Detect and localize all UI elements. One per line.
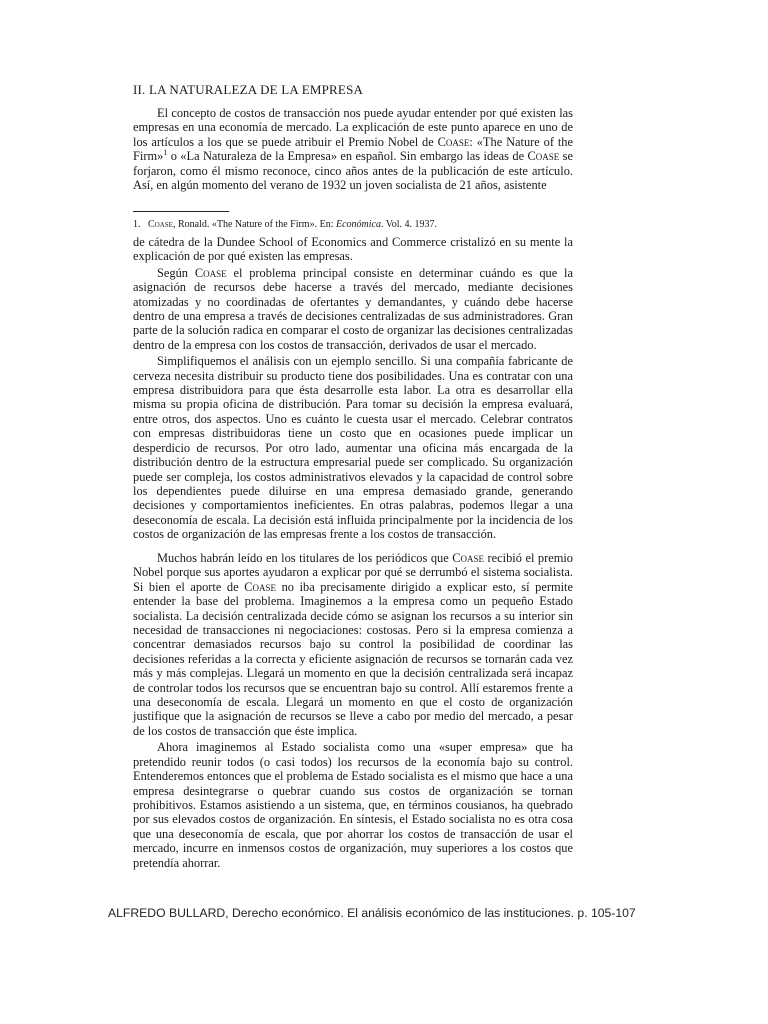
source-citation: ALFREDO BULLARD, Derecho económico. El análisis económico de las instituciones. p. 105-107 xyxy=(108,906,636,920)
intro-text-4: se forjaron, como él mismo reconoce, cinco años antes de la publicación de este artículo. Así, en algún momento del verano de 1932 un joven socialista de 21 años, asistente xyxy=(133,149,574,193)
footnote-text-1: , Ronald. «The Nature of the Firm». En: xyxy=(172,219,336,230)
continuation-paragraph: de cátedra de la Dundee School of Economics and Commerce cristalizó en su mente la explicación de por qué existen las empresas. xyxy=(133,235,573,264)
intro-paragraph xyxy=(133,106,573,192)
muchos-text-2: recibió el premio Nobel porque sus aportes ayudaron a explicar por qué se derrumbó el sistema socialista. Si bien el aporte de xyxy=(133,551,574,594)
muchos-text-1: Muchos habrán leído en los titulares de los periódicos que xyxy=(157,551,453,565)
intro-text-2: : «The Nature of the Firm» xyxy=(133,134,573,164)
footnote-reference: 1 xyxy=(163,148,168,158)
footnote-number: 1. xyxy=(133,219,141,230)
segun-paragraph xyxy=(133,266,573,352)
section-heading: II. LA NATURALEZA DE LA EMPRESA xyxy=(133,82,364,97)
author-name: Coase xyxy=(194,265,227,280)
author-name: Coase xyxy=(527,149,560,164)
muchos-text-3: no iba precisamente dirigido a explicar esto, sí permite entender la base del problema. Imaginemos a la empresa como un pequeño Estado socialista. La decisión centralizada decide cómo se asignan los recursos a su interior sin necesidad de transacciones ni negociaciones: costosas. Pero si la empresa comienza a concentrar demasiados recursos bajo su control la posibilidad de coordinar las decisiones referidas a la correcta y eficiente asignación de recursos se tornarán cada vez más y más complejas. Llegará un momento en que la decisión centralizada será incapaz de controlar todos los recursos que se encuentran bajo su control. Allí estaremos frente a una deseconomía de escala. Llegará un momento en que el costo de organización justifique que la asignación de recursos se lleve a cabo por medio del mercado, a pesar de los costos de transacción que éste implica. xyxy=(133,579,573,738)
main-text-block xyxy=(133,235,573,542)
footnote-author: Coase xyxy=(148,219,173,230)
simplifiquemos-paragraph: Simplifiquemos el análisis con un ejemplo sencillo. Si una compañía fabricante de cerveza necesita distribuir su producto tiene dos posibilidades. Una es contratar con una empresa distribuidora para que ésta desarrolle esta labor. La otra es desarrollar ella misma su propia oficina de distribución. Para tomar su decisión la empresa evaluará, entre otros, dos aspectos. Uno es cuánto le cuesta usar el mercado. Celebrar contratos con empresas distribuidoras tiene un costo que en ocasiones puede implicar un desperdicio de recursos. Por otro lado, aumentar una oficina más encargada de la distribución dentro de la estructura empresarial puede ser complicado. Su organización puede ser compleja, los costos administrativos elevados y la capacidad de control sobre los dependientes puede diluirse en una empresa demasiado grande, generando decisiones y comportamientos ineficientes. En otras palabras, podemos llegar a una deseconomía de escala. La decisión está influida principalmente por la incidencia de los costos de organización de las empresas frente a los costos de transacción. xyxy=(133,354,573,542)
footnote-journal: Económica xyxy=(335,219,381,230)
footnote-text-2: . Vol. 4. 1937. xyxy=(380,219,438,230)
intro-paragraph-block xyxy=(133,106,573,192)
segun-text-1: Según xyxy=(157,265,195,280)
muchos-paragraph xyxy=(133,551,573,738)
intro-text-3: o «La Naturaleza de la Empresa» en español. Sin embargo las ideas de xyxy=(167,149,528,164)
footnote-divider xyxy=(133,211,229,212)
second-text-block xyxy=(133,551,573,870)
footnote xyxy=(133,219,437,230)
intro-text-1: El concepto de costos de transacción nos puede ayudar entender por qué existen las empresas en una economía de mercado. La explicación de este punto aparece en uno de los artículos a los que se puede atribuir el Premio Nobel de xyxy=(133,106,573,149)
author-name: Coase xyxy=(244,579,276,594)
author-name: Coase xyxy=(452,551,485,565)
author-name: Coase xyxy=(437,134,470,149)
segun-text-2: el problema principal consiste en determinar cuándo es que la asignación de recursos debe hacerse a través del mercado, mediante decisiones atomizadas y no coordinadas de ofertantes y demandantes, y cuándo debe hacerse dentro de una empresa a través de decisiones centralizadas de sus administradores. Gran parte de la solución radica en comparar el costo de organizar las decisiones centralizadas dentro de la empresa con los costos de transacción, derivados de usar el mercado. xyxy=(133,265,573,352)
ahora-paragraph: Ahora imaginemos al Estado socialista como una «super empresa» que ha pretendido reunir todos (o casi todos) los recursos de la economía bajo su control. Entenderemos entonces que el problema de Estado socialista es el mismo que hace a una empresa desintegrarse o quebrar cuando sus costos de organización se tornan prohibitivos. Estamos asistiendo a un sistema, que, en términos cousianos, ha quebrado por sus elevados costos de organización. En síntesis, el Estado socialista no es otra cosa que una deseconomía de escala, que por ahorrar los costos de transacción de usar el mercado, incurre en inmensos costos de organización, muy superiores a los costos que pretendía ahorrar. xyxy=(133,740,573,870)
